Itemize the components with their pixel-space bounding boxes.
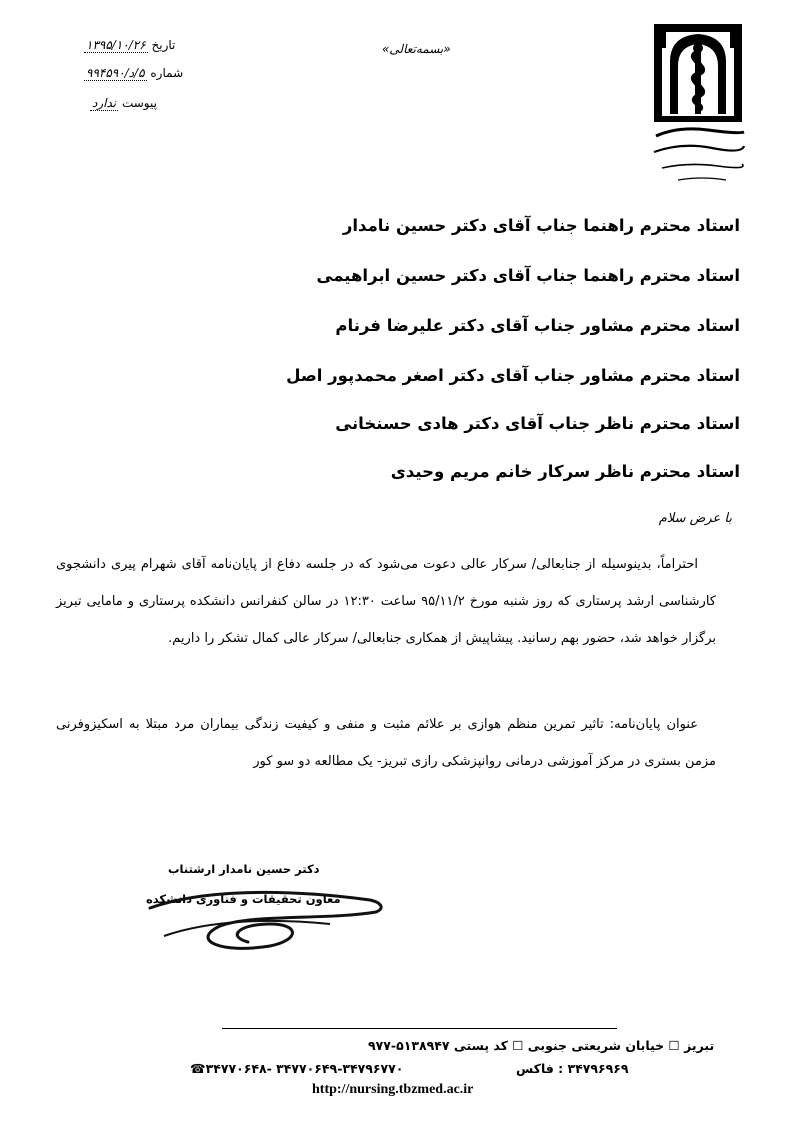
website-link[interactable]: http://nursing.tbzmed.ac.ir	[312, 1082, 474, 1097]
footer-fax: ۳۴۷۹۶۹۶۹ : فاکس	[516, 1061, 629, 1076]
recipient-line: استاد محترم راهنما جناب آقای دکتر حسین ابراهیمی	[316, 266, 740, 285]
number-label: شماره	[150, 66, 184, 80]
telephone-icon: ☎	[190, 1061, 206, 1076]
signatory-name: دکتر حسین نامدار ارشتناب	[168, 862, 320, 876]
footer-divider	[222, 1028, 617, 1029]
signatory-title: معاون تحقیقات و فناوری دانشکده	[146, 892, 341, 906]
letter-attachment	[90, 96, 157, 111]
date-value: ۱۳۹۵/۱۰/۲۶	[86, 38, 146, 52]
recipient-line: استاد محترم راهنما جناب آقای دکتر حسین نامدار	[342, 216, 740, 235]
attachment-value: ندارد	[92, 96, 117, 110]
letter-date	[84, 38, 175, 53]
invitation-paragraph: احتراماً، بدینوسیله از جنابعالی/ سرکار عالی دعوت می‌شود که در جلسه دفاع از پایان‌نامه آقای شهرام پیری دانشجوی کارشناسی ارشد پرستاری که روز شنبه مورخ ۹۵/۱۱/۲ ساعت ۱۲:۳۰ در سالن کنفرانس دانشکده پرستاری و مامایی تبریز برگزار خواهد شد، حضور بهم رسانید. پیشاپیش از همکاری جنابعالی/ سرکار عالی کمال تشکر را داریم.	[56, 557, 716, 646]
attachment-label: پیوست	[121, 96, 157, 110]
handwritten-signature	[130, 850, 400, 960]
date-label: تاریخ	[151, 38, 176, 52]
number-value: ۵/د/۹۹۴۵۹۰	[86, 66, 145, 80]
basmala: «بسمه‌تعالی»	[382, 42, 451, 56]
greeting: با عرض سلام	[658, 511, 732, 526]
recipient-line: استاد محترم ناظر سرکار خانم مریم وحیدی	[390, 462, 740, 481]
thesis-title-paragraph: عنوان پایان‌نامه: تاثیر تمرین منظم هوازی بر علائم مثبت و منفی و کیفیت زندگی بیماران مرد مبتلا به اسکیزوفرنی مزمن بستری در مرکز آموزشی درمانی روانپزشکی رازی تبریز- یک مطالعه دو سو کور	[56, 717, 716, 769]
footer-address: تبریز ☐ خیابان شریعتی جنوبی ☐ کد پستی ۵۱۳۸۹۴۷-۹۷۷	[368, 1038, 715, 1053]
recipient-line: استاد محترم مشاور جناب آقای دکتر اصغر محمدپور اصل	[286, 366, 740, 385]
university-logo	[648, 18, 748, 190]
recipient-line: استاد محترم ناظر جناب آقای دکتر هادی حسنخانی	[335, 414, 740, 433]
footer-phone: ☎۳۴۷۷۰۶۴۸- ۳۴۷۷۰۶۴۹-۳۴۷۹۶۷۷۰	[190, 1061, 404, 1076]
letter-number	[84, 66, 183, 81]
recipient-line: استاد محترم مشاور جناب آقای دکتر علیرضا فرنام	[335, 316, 740, 335]
